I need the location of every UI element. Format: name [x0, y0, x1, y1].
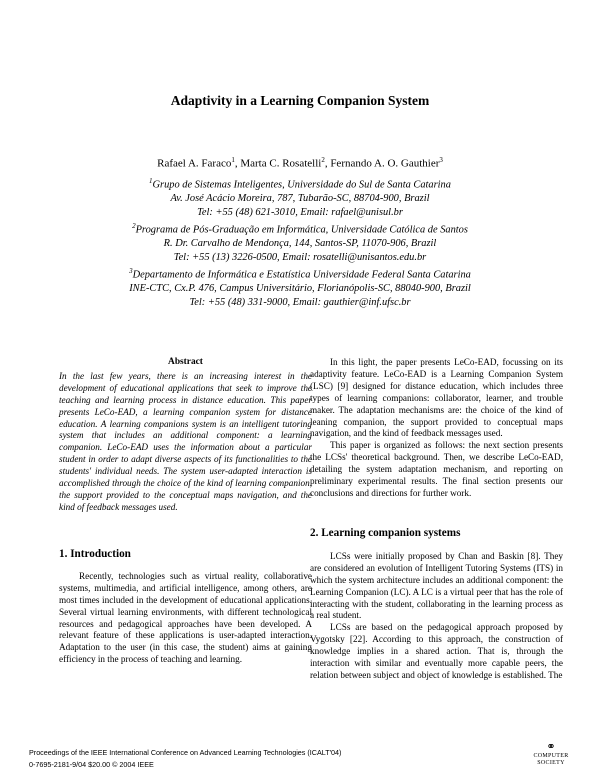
affiliation-sup: 3	[129, 267, 133, 275]
footer-copyright: 0-7695-2181-9/04 $20.00 © 2004 IEEE	[29, 760, 154, 769]
affiliation-line: Tel: +55 (48) 331-9000, Email: gauthier@inf.ufsc.br	[189, 297, 411, 309]
affiliation-line: R. Dr. Carvalho de Mendonça, 144, Santos-SP, 11070-906, Brazil	[163, 238, 437, 250]
logo-line-1: COMPUTER	[533, 753, 569, 759]
affiliation-line: INE-CTC, Cx.P. 476, Campus Universitário, Florianópolis-SC, 88040-900, Brazil	[129, 283, 471, 295]
author-2-sup: 2	[321, 156, 325, 164]
introduction-paragraph: Recently, technologies such as virtual reality, collaborative systems, multimedia, and artificial intelligence, among others, are most times included in the development of educational applications. Several virtual learning environments, with different technological resources and pedagogical approaches have been developed. A relevant feature of these applications is user-adapted interaction. Adaptation to the user (in this case, the student) aims at gaining efficiency in the process of teaching and learning.	[59, 570, 312, 665]
paper-title: Adaptivity in a Learning Companion System	[170, 93, 430, 108]
affiliation-2	[0, 219, 600, 265]
affiliation-line: Grupo de Sistemas Inteligentes, Universidade do Sul de Santa Catarina	[152, 179, 451, 191]
introduction-section	[59, 549, 312, 666]
author-3: Fernando A. O. Gauthier	[330, 157, 440, 170]
affiliation-line: Programa de Pós-Graduação em Informática, Universidade Católica de Santos	[135, 224, 468, 236]
affiliation-line: Tel: +55 (48) 621-3010, Email: rafael@unisul.br	[197, 207, 403, 219]
section-2	[310, 528, 563, 682]
affiliation-sup: 2	[132, 222, 136, 230]
affiliation-1	[0, 174, 600, 220]
computer-society-emblem-icon: ⚭	[546, 741, 556, 753]
affiliation-sup: 1	[149, 177, 153, 185]
author-1-sup: 1	[231, 156, 235, 164]
author-1: Rafael A. Faraco	[157, 157, 232, 170]
right-paragraph-2: This paper is organized as follows: the next section presents the LCSs' theoretical background. Then, we describe LeCo-EAD, detailing the system adaptation mechanism, and reporting on preliminary experimental results. The final section presents our conclusions and directions for further work.	[310, 440, 563, 498]
computer-society-logo	[526, 742, 576, 772]
section-2-heading: 2. Learning companion systems	[310, 527, 461, 539]
abstract-text: In the last few years, there is an increasing interest in the development of educational applications that seek to improve the teaching and learning process in distance education. This paper presents LeCo-EAD, a learning companion system for distance education. A learning companions system is an intelligent tutoring system that includes an additional component: a learning companion. LeCo-EAD uses the information about a particular student in order to adapt diverse aspects of its functionalities to the students' individual needs. The system user-adapted interaction is accomplished through the choice of the kind of learning companion, the support provided to the conceptual maps navigation, and the kind of feedback messages used.	[59, 370, 312, 512]
author-2: Marta C. Rosatelli	[240, 157, 322, 170]
affiliation-line: Tel: +55 (13) 3226-0500, Email: rosatelli@unisantos.edu.br	[173, 252, 427, 264]
introduction-heading: 1. Introduction	[59, 548, 131, 560]
right-paragraph-1: In this light, the paper presents LeCo-EAD, focussing on its adaptivity feature. LeCo-EAD is a Learning Companion System (LSC) [9] designed for distance education, which includes three types of learning companions: collaborator, learner, and trouble maker. The adaptation mechanisms are: the choice of the kind of leaning companion, the support provided to conceptual maps navigation, and the kind of feedback messages used.	[310, 357, 563, 439]
footer-proceedings: Proceedings of the IEEE International Conference on Advanced Learning Technologies (ICALT'04)	[29, 748, 342, 757]
section-2-paragraph-2: LCSs are based on the pedagogical approach proposed by Vygotsky [22]. According to this approach, the construction of knowledge implies in a shared action. That is, through the interaction with similar and eventually more capable peers, the relation between subject and object of knowledge is established. The	[310, 622, 563, 680]
left-column	[59, 357, 312, 514]
affiliation-3	[0, 264, 600, 310]
section-2-paragraph-1: LCSs were initially proposed by Chan and Baskin [8]. They are considered an evolution of Intelligent Tutoring Systems (ITS) in which the system architecture includes an additional component: the Learning Companion (LC). A LC is a virtual peer that has the role of interacting with the student, collaborating in the learning process as a real student.	[310, 550, 563, 621]
affiliation-line: Departamento de Informática e Estatística Universidade Federal Santa Catarina	[132, 269, 471, 281]
abstract-heading: Abstract	[168, 357, 203, 367]
logo-line-2: SOCIETY	[537, 760, 565, 766]
author-list: Rafael A. Faraco$^1$, Marta C. Rosatelli$^2$, Fernando A. O. Gauthier$^3$	[157, 156, 443, 170]
author-3-sup: 3	[439, 156, 443, 164]
right-column	[310, 357, 563, 500]
affiliation-line: Av. José Acácio Moreira, 787, Tubarão-SC, 88704-900, Brazil	[170, 193, 430, 205]
